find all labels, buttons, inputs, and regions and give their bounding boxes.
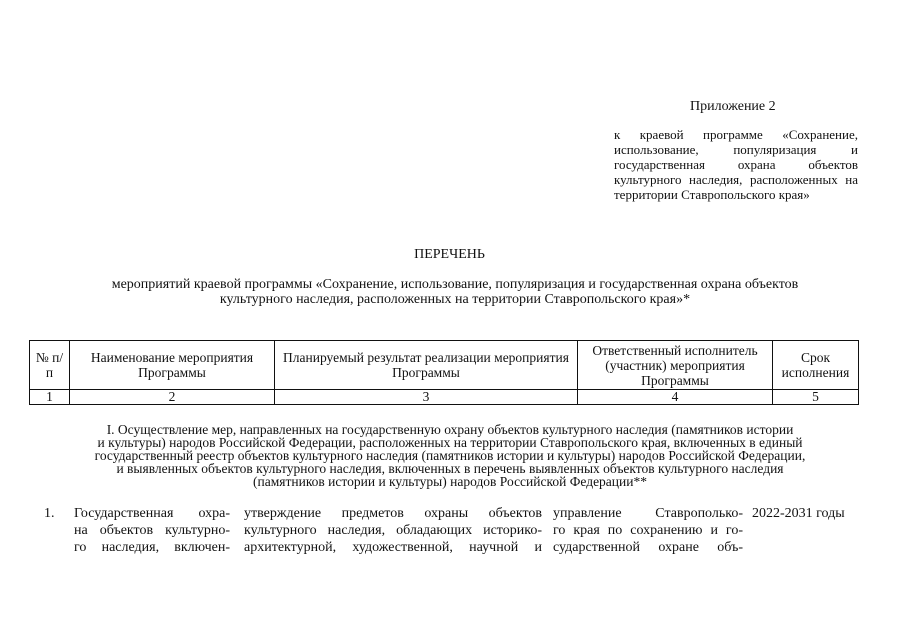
row-text-line: сударственной охране объ- — [553, 540, 743, 555]
document-subtitle-line: мероприятий краевой программы «Сохранение, использование, популяризация и государственная охрана объектов — [111, 277, 799, 292]
events-table-header — [29, 340, 859, 405]
column-header-term: Срок исполнения — [773, 341, 859, 390]
document-subtitle — [60, 277, 850, 307]
table-column-numbers-row — [30, 390, 859, 405]
section-heading-line: и культуры) народов Российской Федерации, расположенных на территории Ставропольского края, включенных в единый — [97, 435, 803, 450]
row-text-line: Государственная охра- — [74, 506, 230, 521]
row-number: 1. — [44, 506, 55, 521]
column-number: 2 — [70, 390, 275, 405]
row-planned-result — [244, 505, 542, 556]
row-text-line: утверждение предметов охраны объектов — [244, 506, 542, 521]
column-header-executor: Ответственный исполнитель (участник) мероприятия Программы — [578, 341, 773, 390]
appendix-title: Приложение 2 — [690, 99, 776, 114]
row-text-line: управление Ставрополько- — [553, 506, 743, 521]
row-text-line: культурного наследия, обладающих историко- — [244, 523, 542, 538]
column-header-number: № п/п — [30, 341, 70, 390]
column-number: 1 — [30, 390, 70, 405]
row-term: 2022-2031 годы — [752, 506, 845, 521]
row-executor — [553, 505, 743, 556]
column-number: 4 — [578, 390, 773, 405]
section-heading-line: I. Осуществление мер, направленных на государственную охрану объектов культурного наследия (памятников истории — [106, 422, 794, 437]
appendix-text: к краевой программе «Сохранение, использование, популяризация и государственная охрана объектов культурного наследия, расположенных на территории Ставропольского края» — [614, 127, 858, 202]
document-subtitle-line: культурного наследия, расположенных на территории Ставропольского края»* — [219, 292, 691, 307]
section-heading — [40, 423, 860, 488]
section-heading-line: государственный реестр объектов культурного наследия (памятников истории и культуры) народов Российской Федерации, — [94, 448, 806, 463]
row-text-line: архитектурной, художественной, научной и — [244, 540, 542, 555]
row-text-line: го наследия, включен- — [74, 540, 230, 555]
column-number: 3 — [275, 390, 578, 405]
row-text-line: го края по сохранению и го- — [553, 523, 743, 538]
row-text-line: на объектов культурно- — [74, 523, 230, 538]
document-title: ПЕРЕЧЕНЬ — [414, 247, 485, 262]
row-event-name — [74, 505, 230, 556]
section-heading-line: (памятников истории и культуры) народов Российской Федерации** — [253, 474, 647, 489]
table-header-row — [30, 341, 859, 390]
column-header-name: Наименование мероприятия Программы — [70, 341, 275, 390]
column-header-result: Планируемый результат реализации мероприятия Программы — [275, 341, 578, 390]
column-number: 5 — [773, 390, 859, 405]
section-heading-line: и выявленных объектов культурного наследия, включенных в перечень выявленных объектов культурного наследия — [116, 461, 784, 476]
